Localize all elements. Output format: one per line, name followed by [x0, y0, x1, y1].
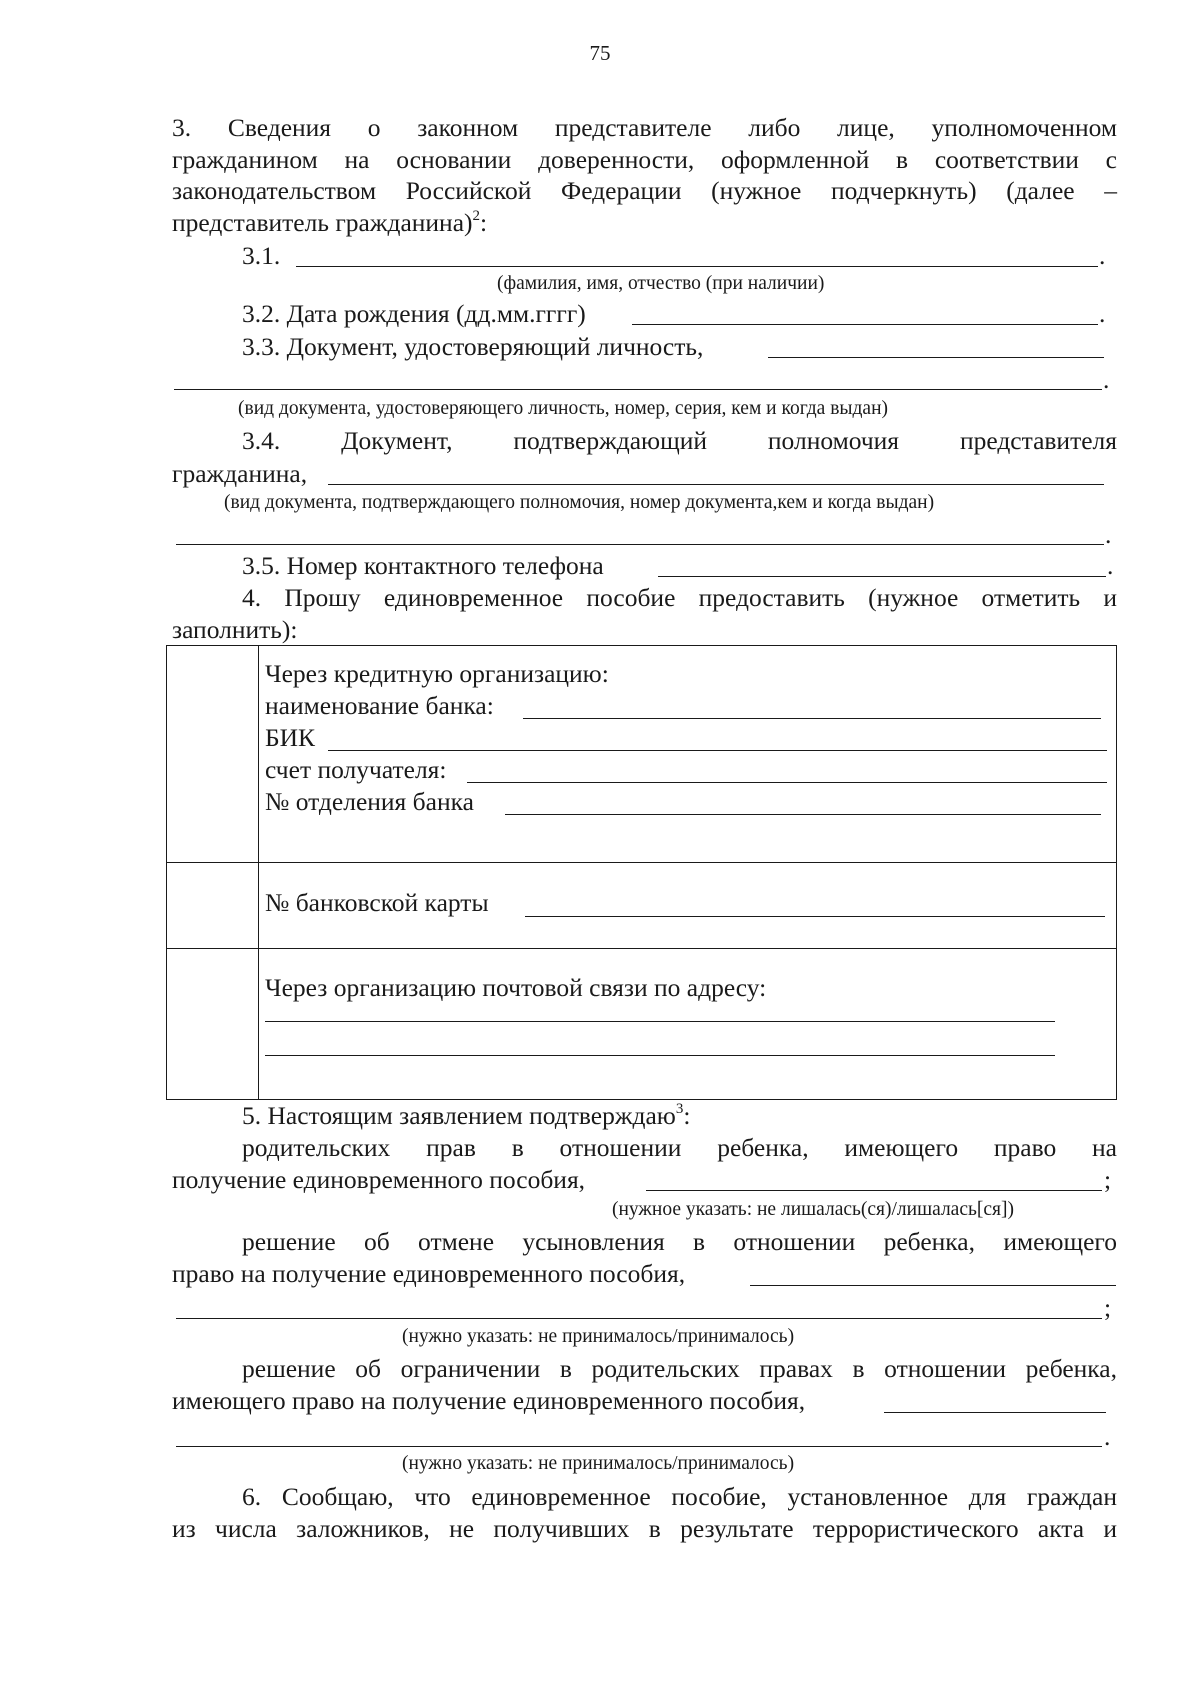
card-number-label: № банковской карты: [265, 888, 489, 917]
period: .: [1099, 241, 1106, 270]
post-address-field-line2[interactable]: [265, 1055, 1055, 1056]
identity-document-field-line2[interactable]: [174, 389, 1102, 390]
footnote-marker-3: 3: [675, 1100, 684, 1117]
authority-document-hint: (вид документа, подтверждающего полномочия, номер документа,кем и когда выдан): [224, 492, 935, 513]
item-3-5-label: 3.5. Номер контактного телефона: [242, 551, 604, 580]
authority-document-field[interactable]: [328, 484, 1104, 485]
bank-option-checkbox[interactable]: [167, 646, 259, 862]
parental-rights-field[interactable]: [646, 1190, 1102, 1191]
branch-label: № отделения банка: [265, 787, 474, 816]
post-option-title: Через организацию почтовой связи по адресу:: [265, 973, 767, 1002]
section5-para1-line1: родительских прав в отношении ребенка, имеющего право на: [242, 1133, 1117, 1162]
bank-option-title: Через кредитную организацию:: [265, 659, 609, 688]
identity-document-field[interactable]: [768, 357, 1104, 358]
rights-restriction-hint: (нужно указать: не принималось/принималось): [402, 1453, 795, 1474]
branch-field[interactable]: [505, 814, 1101, 815]
section3-intro-line1: 3. Сведения о законном представителе либо лице, уполномоченном: [172, 113, 1117, 142]
page-number: 75: [589, 41, 611, 65]
section4-line2: заполнить):: [172, 615, 298, 644]
adoption-cancel-field[interactable]: [750, 1285, 1116, 1286]
item-3-2-label: 3.2. Дата рождения (дд.мм.гггг): [242, 299, 586, 328]
item-3-4-line1: 3.4. Документ, подтверждающий полномочия представителя: [242, 426, 1117, 455]
full-name-hint: (фамилия, имя, отчество (при наличии): [497, 273, 825, 294]
card-option-checkbox[interactable]: [167, 863, 259, 948]
semicolon: ;: [1104, 1165, 1112, 1194]
period: .: [1104, 1422, 1111, 1451]
period: .: [1107, 551, 1114, 580]
period: .: [1103, 365, 1110, 394]
bank-name-field[interactable]: [523, 718, 1101, 719]
rights-restriction-field[interactable]: [884, 1412, 1106, 1413]
section5-para3-line1: решение об ограничении в родительских правах в отношении ребенка,: [242, 1354, 1117, 1383]
account-label: счет получателя:: [265, 755, 447, 784]
identity-document-hint: (вид документа, удостоверяющего личность, номер, серия, кем и когда выдан): [238, 398, 889, 419]
adoption-cancel-hint: (нужно указать: не принималось/принималось): [402, 1326, 795, 1347]
semicolon: ;: [1104, 1293, 1112, 1322]
footnote-marker-2: 2: [472, 207, 481, 224]
section4-line1: 4. Прошу единовременное пособие предоставить (нужное отметить и: [242, 583, 1117, 612]
item-3-3-label: 3.3. Документ, удостоверяющий личность,: [242, 332, 704, 361]
row-divider: [167, 862, 1116, 863]
phone-field[interactable]: [658, 576, 1106, 577]
period: .: [1099, 299, 1106, 328]
section3-intro-line3: законодательством Российской Федерации (нужное подчеркнуть) (далее –: [172, 176, 1117, 205]
post-option-checkbox[interactable]: [167, 949, 259, 1099]
section5-para2-line1: решение об отмене усыновления в отношении ребенка, имеющего: [242, 1227, 1117, 1256]
parental-rights-hint: (нужное указать: не лишалась(ся)/лишалась[ся]): [612, 1199, 1014, 1220]
bik-label: БИК: [265, 723, 316, 752]
birth-date-field[interactable]: [632, 324, 1098, 325]
section6-line1: 6. Сообщаю, что единовременное пособие, установленное для граждан: [242, 1482, 1117, 1511]
item-3-1-label: 3.1.: [242, 241, 281, 270]
bank-name-label: наименование банка:: [265, 691, 494, 720]
full-name-field[interactable]: [296, 266, 1098, 267]
section5-para2-line2: право на получение единовременного пособия,: [172, 1259, 686, 1288]
authority-document-field-line2[interactable]: [176, 544, 1104, 545]
section3-intro-line2: гражданином на основании доверенности, оформленной в соответствии с: [172, 145, 1117, 174]
item-3-4-line2: гражданина,: [172, 459, 308, 488]
section3-intro-line4: представитель гражданина)$^2$:: [172, 207, 488, 237]
period: .: [1105, 520, 1112, 549]
section5-intro: 5. Настоящим заявлением подтверждаю$^3$:: [242, 1100, 691, 1130]
payment-method-table: [166, 645, 1117, 1100]
section6-line2: из числа заложников, не получивших в результате террористического акта и: [172, 1514, 1117, 1543]
adoption-cancel-field-line2[interactable]: [176, 1318, 1102, 1319]
section5-para3-line2: имеющего право на получение единовременного пособия,: [172, 1386, 806, 1415]
rights-restriction-field-line2[interactable]: [176, 1446, 1102, 1447]
section5-para1-line2: получение единовременного пособия,: [172, 1165, 586, 1194]
account-field[interactable]: [467, 782, 1107, 783]
card-number-field[interactable]: [525, 916, 1105, 917]
row-divider: [167, 948, 1116, 949]
post-address-field[interactable]: [265, 1021, 1055, 1022]
bik-field[interactable]: [328, 750, 1107, 751]
